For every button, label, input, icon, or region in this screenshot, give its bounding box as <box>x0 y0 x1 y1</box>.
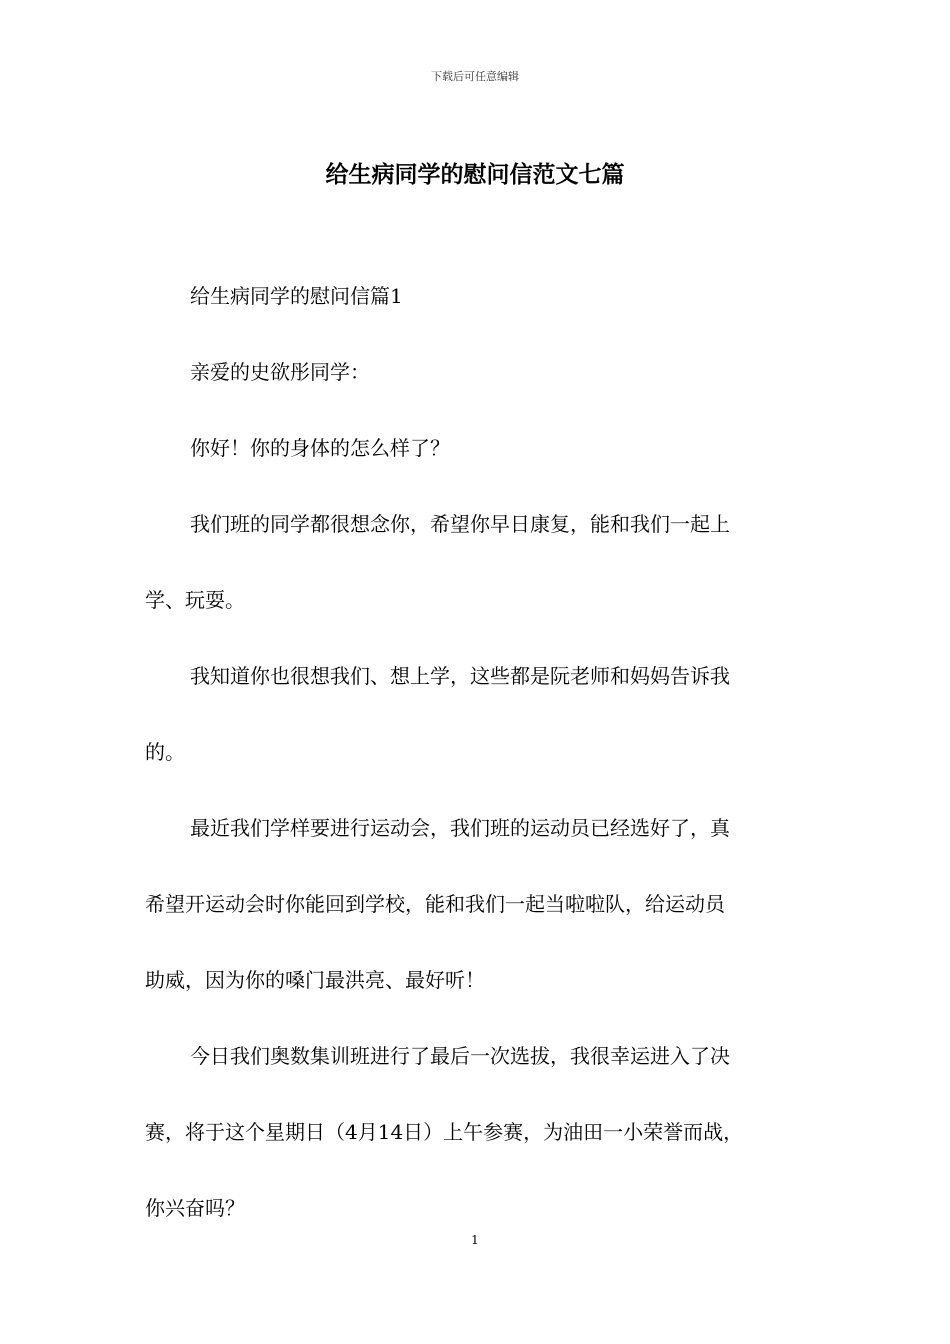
header-note: 下载后可任意编辑 <box>431 70 519 83</box>
paragraph-line: 今日我们奥数集训班进行了最后一次选拔，我很幸运进入了决 <box>190 1044 730 1068</box>
document-title: 给生病同学的慰问信范文七篇 <box>325 161 625 188</box>
paragraph-line: 助威，因为你的嗓门最洪亮、最好听！ <box>145 968 485 992</box>
paragraph-line: 给生病同学的慰问信篇1 <box>190 284 403 308</box>
paragraph-line: 你好！你的身体的怎么样了？ <box>190 436 450 460</box>
paragraph-line: 学、玩耍。 <box>145 588 245 612</box>
paragraph-line: 赛，将于这个星期日（4月14日）上午参赛，为油田一小荣誉而战， <box>145 1120 744 1144</box>
paragraph-line: 希望开运动会时你能回到学校，能和我们一起当啦啦队，给运动员 <box>145 892 725 916</box>
paragraph-line: 你兴奋吗？ <box>145 1196 245 1220</box>
page-number: 1 <box>471 1233 479 1247</box>
paragraph-line: 的。 <box>145 740 185 764</box>
paragraph-line: 我知道你也很想我们、想上学，这些都是阮老师和妈妈告诉我 <box>190 664 730 688</box>
paragraph-line: 亲爱的史欲彤同学： <box>190 360 370 384</box>
paragraph-line: 我们班的同学都很想念你，希望你早日康复，能和我们一起上 <box>190 512 730 536</box>
paragraph-line: 最近我们学样要进行运动会，我们班的运动员已经选好了，真 <box>190 816 730 840</box>
